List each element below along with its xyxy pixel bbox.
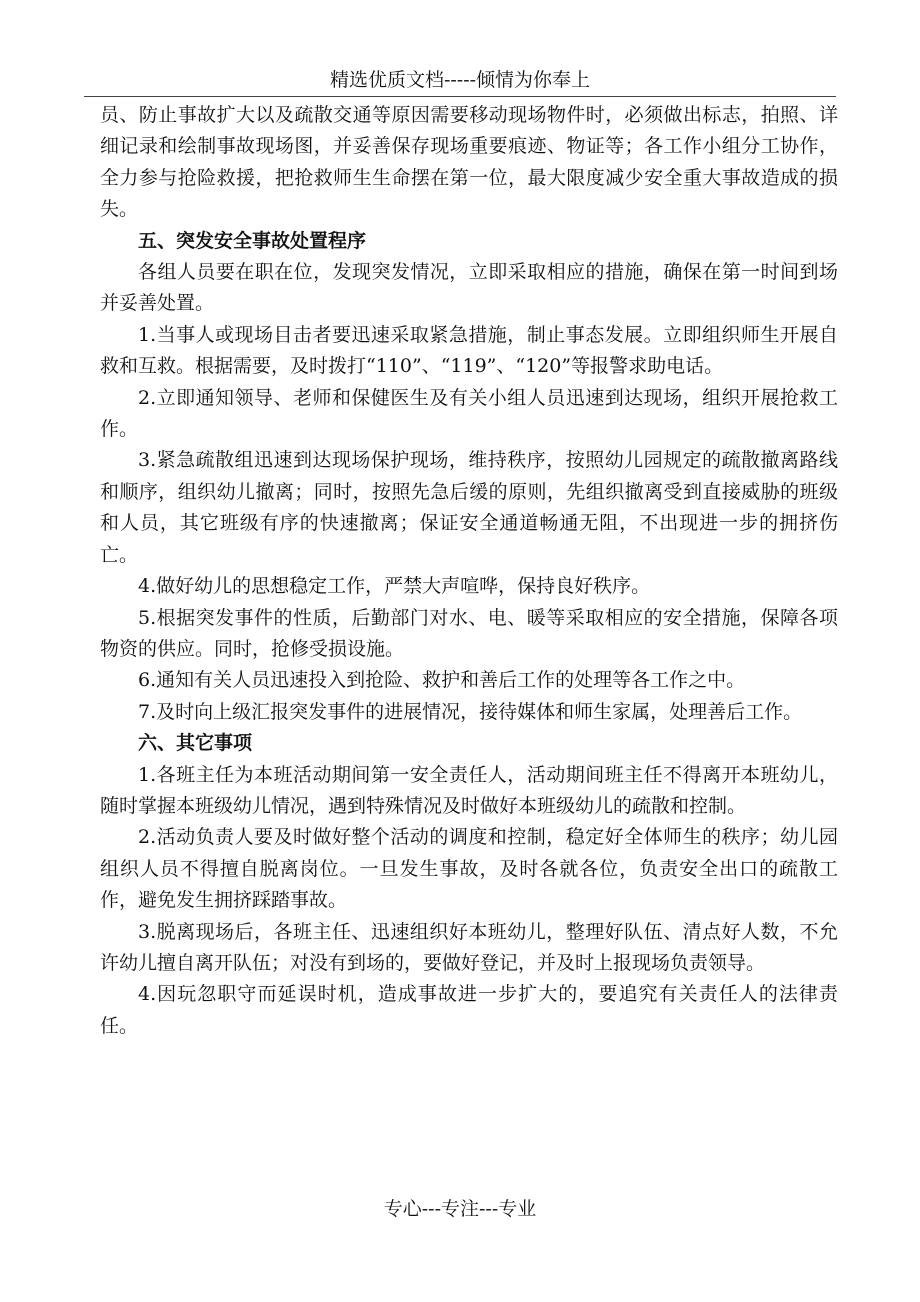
page-header: 精选优质文档-----倾情为你奉上 <box>84 64 836 97</box>
document-body <box>100 100 838 1042</box>
page-footer: 专心---专注---专业 <box>383 1198 537 1220</box>
list-item: 2.活动负责人要及时做好整个活动的调度和控制，稳定好全体师生的秩序；幼儿园组织人员不得擅自脱离岗位。一旦发生事故，及时各就各位，负责安全出口的疏散工作，避免发生拥挤踩踏事故。 <box>100 826 838 912</box>
list-item: 1.当事人或现场目击者要迅速采取紧急措施，制止事态发展。立即组织师生开展自救和互救。根据需要，及时拨打“110”、“119”、“120”等报警求助电话。 <box>100 323 838 378</box>
list-item: 4.因玩忽职守而延误时机，造成事故进一步扩大的，要追究有关责任人的法律责任。 <box>100 983 838 1037</box>
list-item: 1.各班主任为本班活动期间第一安全责任人，活动期间班主任不得离开本班幼儿，随时掌握本班级幼儿情况，遇到特殊情况及时做好本班级幼儿的疏散和控制。 <box>100 763 838 817</box>
list-item: 4.做好幼儿的思想稳定工作，严禁大声喧哗，保持良好秩序。 <box>138 575 651 598</box>
list-item: 3.脱离现场后，各班主任、迅速组织好本班幼儿，整理好队伍、清点好人数，不允许幼儿擅自离开队伍；对没有到场的，要做好登记，并及时上报现场负责领导。 <box>100 920 838 974</box>
section-heading-5: 五、突发安全事故处置程序 <box>138 229 367 252</box>
list-item: 3.紧急疏散组迅速到达现场保护现场，维持秩序，按照幼儿园规定的疏散撤离路线和顺序，组织幼儿撤离；同时，按照先急后缓的原则，先组织撤离受到直接威胁的班级和人员，其它班级有序的快速撤离；保证安全通道畅通无阻，不出现进一步的拥挤伤亡。 <box>100 449 838 566</box>
section-heading-6: 六、其它事项 <box>138 732 253 755</box>
list-item: 6.通知有关人员迅速投入到抢险、救护和善后工作的处理等各工作之中。 <box>138 669 746 692</box>
list-item: 2.立即通知领导、老师和保健医生及有关小组人员迅速到达现场，组织开展抢救工作。 <box>100 386 838 441</box>
list-item: 7.及时向上级汇报突发事件的进展情况，接待媒体和师生家属，处理善后工作。 <box>138 700 803 723</box>
list-item: 5.根据突发事件的性质，后勤部门对水、电、暖等采取相应的安全措施，保障各项物资的供应。同时，抢修受损设施。 <box>100 606 838 660</box>
paragraph: 各组人员要在职在位，发现突发情况，立即采取相应的措施，确保在第一时间到场并妥善处置。 <box>100 261 838 315</box>
paragraph-continuation: 员、防止事故扩大以及疏散交通等原因需要移动现场物件时，必须做出标志，拍照、详细记录和绘制事故现场图，并妥善保存现场重要痕迹、物证等；各工作小组分工协作，全力参与抢险救援，把抢救师生生命摆在第一位，最大限度减少安全重大事故造成的损失。 <box>100 104 838 221</box>
